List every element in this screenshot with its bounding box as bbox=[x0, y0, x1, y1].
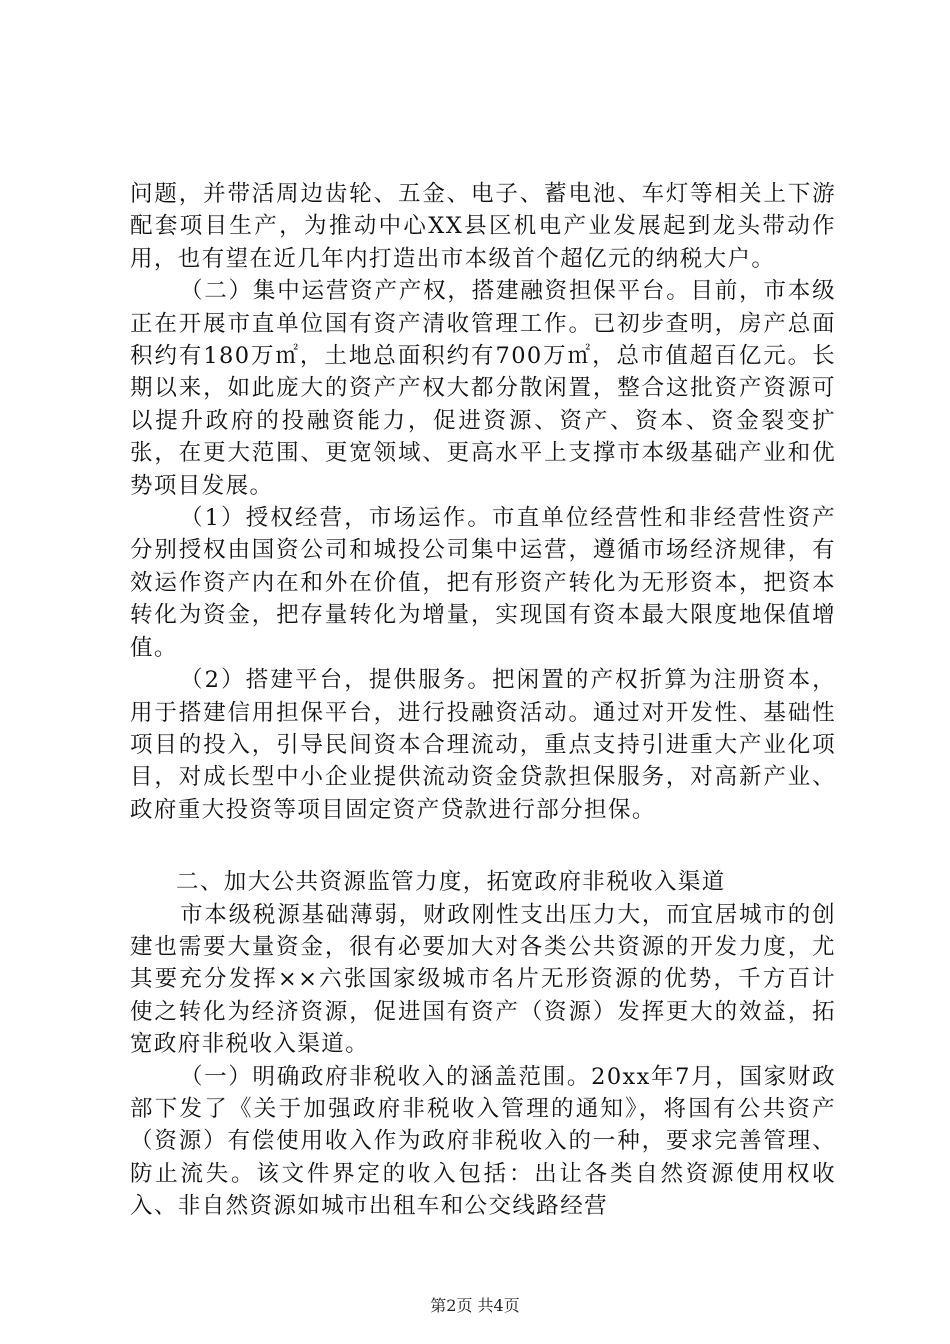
paragraph-authorized-operation: （1）授权经营，市场运作。市直单位经营性和非经营性资产分别授权由国资公司和城投公司集中运营，遵循市场经济规律，有效运作资产内在和外在价值，把有形资产转化为无形资本，把资本转化为资金，把存量转化为增量，实现国有资本最大限度地保值增值。 bbox=[130, 505, 836, 661]
paragraph-asset-platform: （二）集中运营资产产权，搭建融资担保平台。目前，市本级正在开展市直单位国有资产清收管理工作。已初步查明，房产总面积约有180万㎡，土地总面积约有700万㎡，总市值超百亿元。长期以来，如此庞大的资产产权大都分散闲置，整合这批资产资源可以提升政府的投融资能力，促进资源、资产、资本、资金裂变扩张，在更大范围、更宽领域、更高水平上支撑市本级基础产业和优势项目发展。 bbox=[130, 278, 836, 499]
paragraph-build-platform: （2）搭建平台，提供服务。把闲置的产权折算为注册资本，用于搭建信用担保平台，进行投融资活动。通过对开发性、基础性项目的投入，引导民间资本合理流动，重点支持引进重大产业化项目，对成长型中小企业提供流动资金贷款担保服务，对高新产业、政府重大投资等项目固定资产贷款进行部分担保。 bbox=[130, 667, 836, 823]
paragraph-tax-base: 市本级税源基础薄弱，财政刚性支出压力大，而宜居城市的创建也需要大量资金，很有必要加大对各类公共资源的开发力度，尤其要充分发挥××六张国家级城市名片无形资源的优势，千方百计使之转化为经济资源，促进国有资产（资源）发挥更大的效益，拓宽政府非税收入渠道。 bbox=[130, 901, 836, 1058]
document-body bbox=[130, 178, 836, 1223]
paragraph-continuation: 问题，并带活周边齿轮、五金、电子、蓄电池、车灯等相关上下游配套项目生产，为推动中心XX县区机电产业发展起到龙头带动作用，也有望在近几年内打造出市本级首个超亿元的纳税大户。 bbox=[130, 181, 836, 272]
paragraph-nontax-scope: （一）明确政府非税收入的涵盖范围。20xx年7月，国家财政部下发了《关于加强政府非税收入管理的通知》，将国有公共资产（资源）有偿使用收入作为政府非税收入的一种，要求完善管理、防止流失。该文件界定的收入包括：出让各类自然资源使用权收入、非自然资源如城市出租车和公交线路经营 bbox=[130, 1063, 836, 1220]
page-number-footer: 第2页 共4页 bbox=[430, 1296, 520, 1315]
section-heading: 二、加大公共资源监管力度，拓宽政府非税收入渠道 bbox=[176, 869, 726, 896]
